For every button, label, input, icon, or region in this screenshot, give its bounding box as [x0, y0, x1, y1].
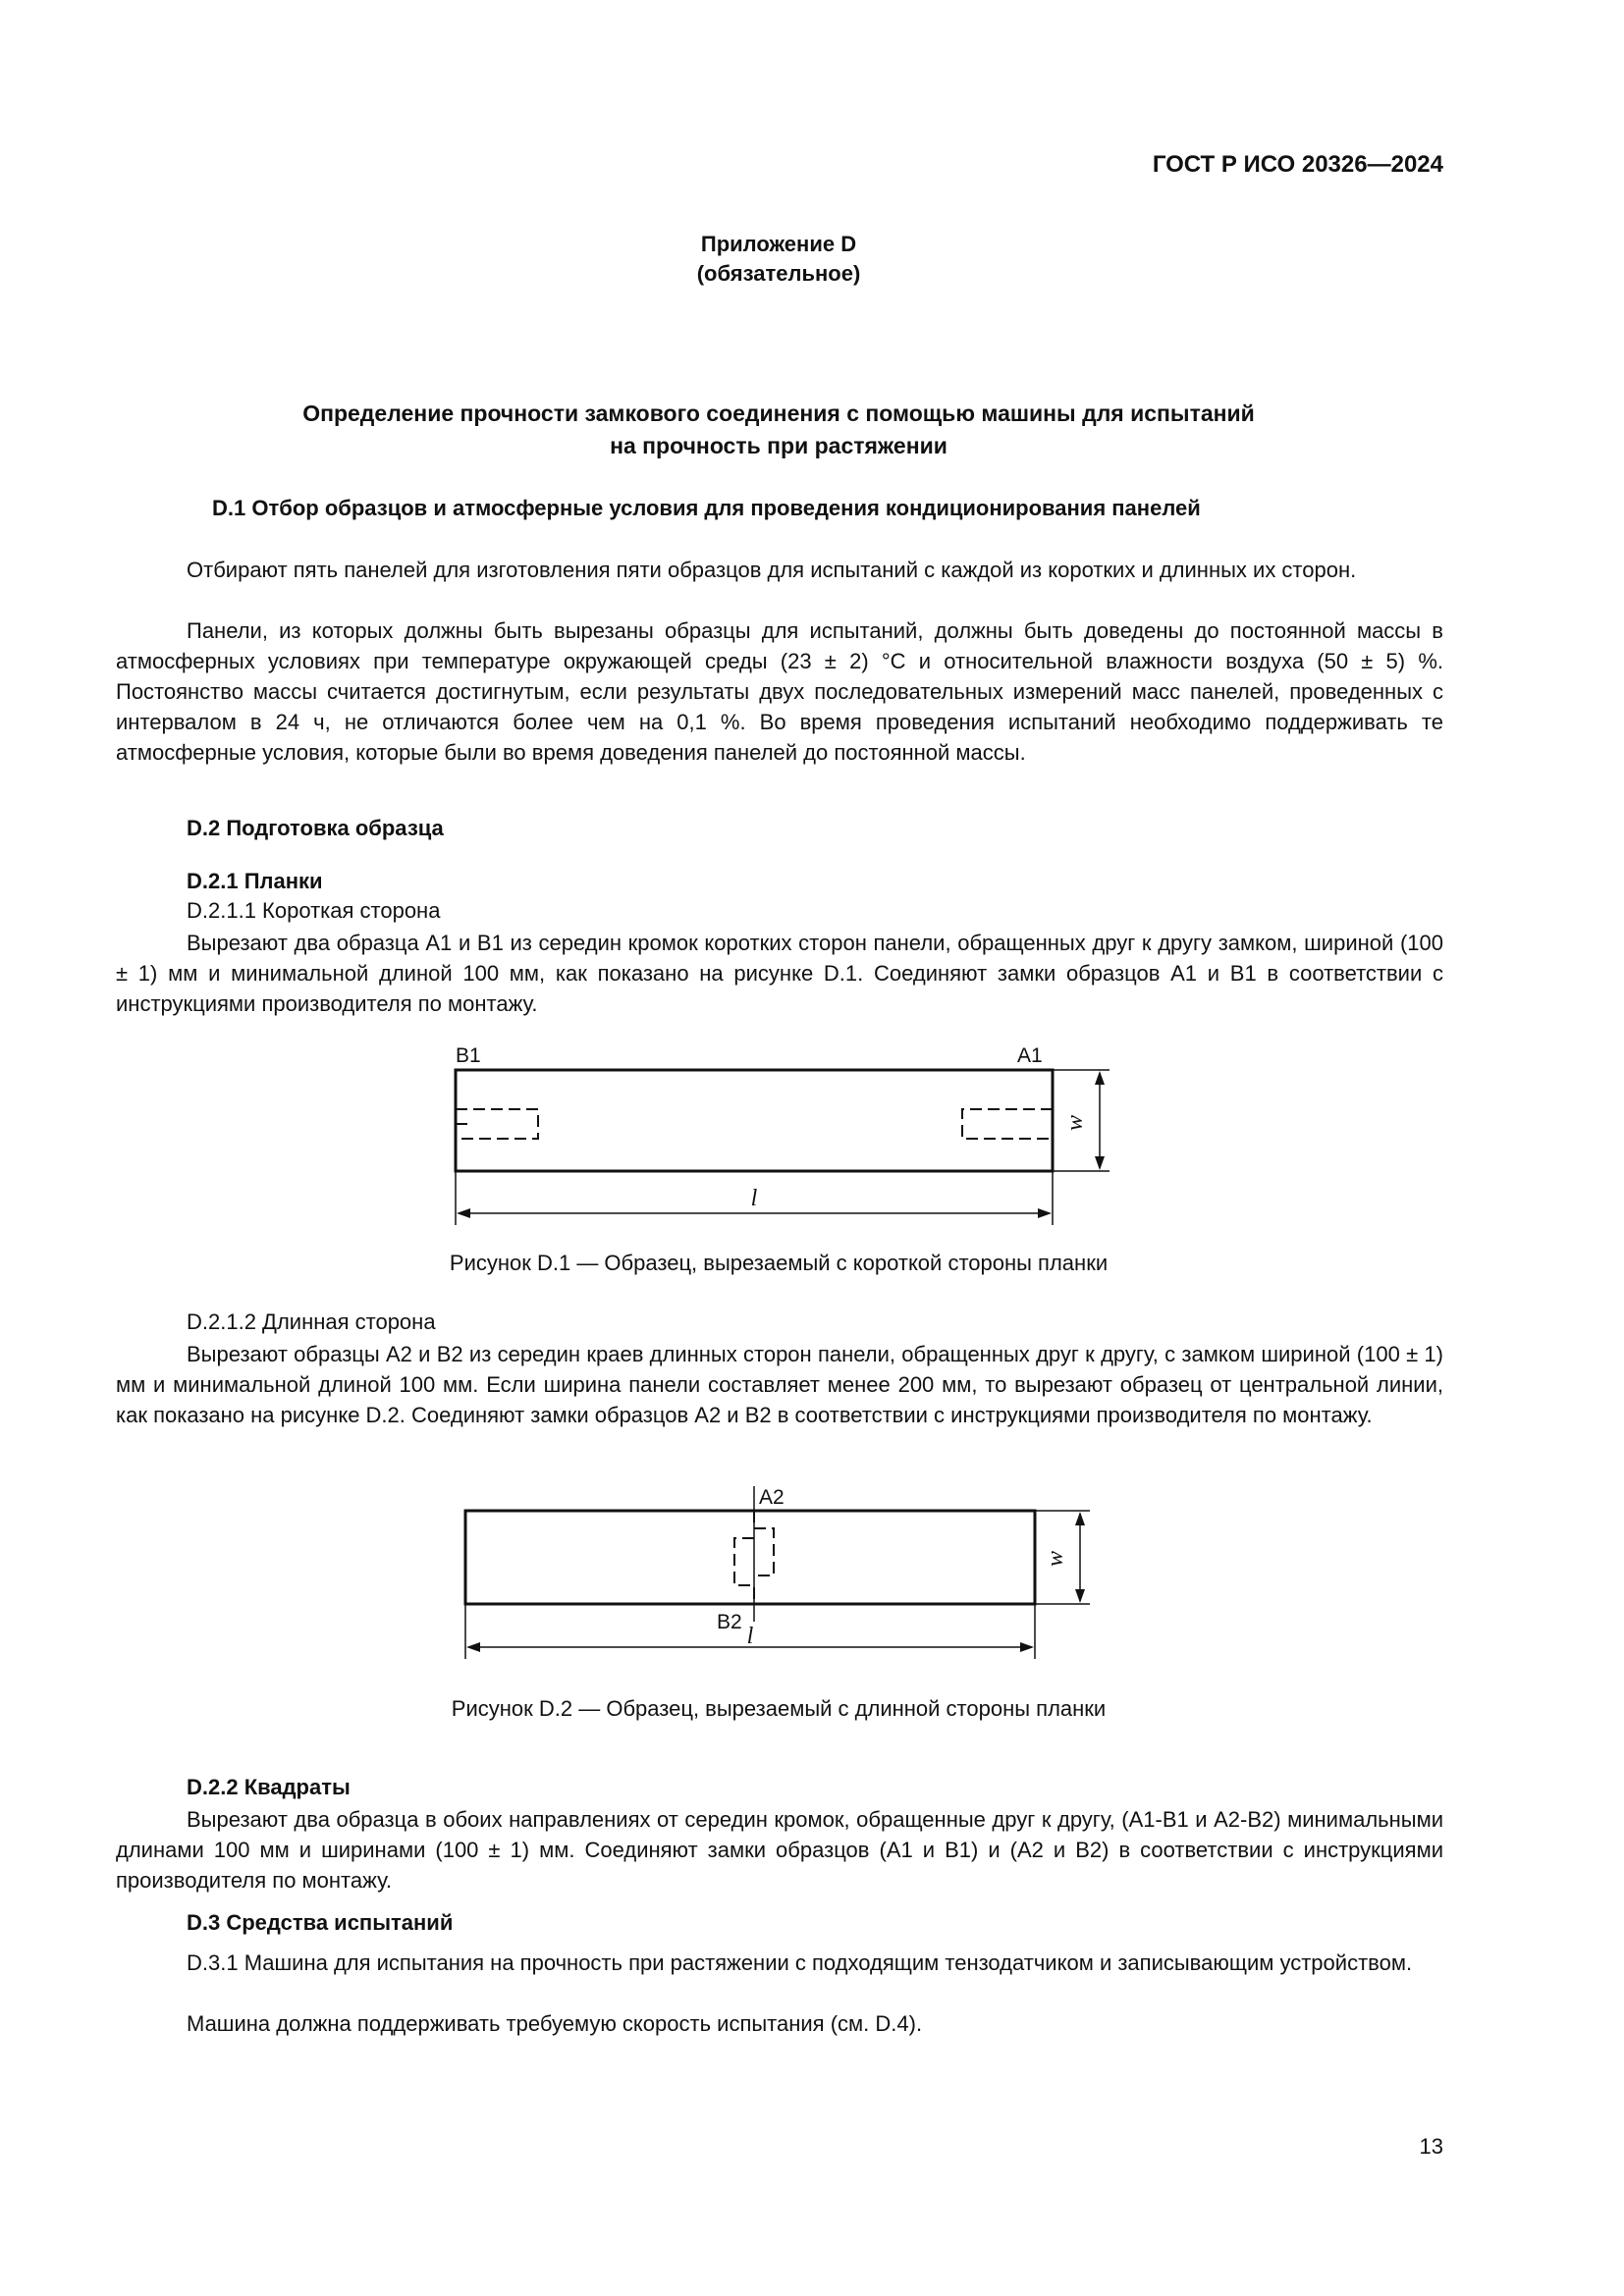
d211-paragraph: Вырезают два образца A1 и B1 из середин кромок коротких сторон панели, обращенных друг к другу замком, шириной (100 ± 1) мм и минимальной длиной 100 мм, как показано на рисунке D.1. Соединяют замки образцов A1 и B1 в соответствии с инструкциями производителя по монтажу.: [116, 931, 1443, 1016]
d3-paragraph-2: Машина должна поддерживать требуемую скорость испытания (см. D.4).: [187, 2011, 923, 2036]
fig2-label-w: w: [1043, 1550, 1068, 1568]
figure-d1-caption: Рисунок D.1 — Образец, вырезаемый с короткой стороны планки: [449, 1251, 1109, 1275]
d22-paragraph: Вырезают два образца в обоих направлениях от середин кромок, обращенные друг к другу, (A1-B1 и A2-B2) минимальными длинами 100 мм и ширинами (100 ± 1) мм. Соединяют замки образцов (A1 и B1) и (A2 и B2) в соответствии с инструкциями производителя по монтажу.: [116, 1807, 1443, 1893]
fig1-w-arrow-top: [1095, 1071, 1105, 1085]
fig2-l-arrow-right: [1020, 1642, 1034, 1652]
fig2-l-arrow-left: [466, 1642, 480, 1652]
page-number: 13: [1419, 2134, 1443, 2159]
fig1-l-arrow-right: [1038, 1208, 1052, 1218]
fig2-w-arrow-top: [1075, 1512, 1085, 1525]
fig1-left-lock-dashed: [456, 1109, 538, 1139]
main-title-line2: на прочность при растяжении: [610, 433, 947, 458]
section-heading-d3: D.3 Средства испытаний: [187, 1910, 454, 1935]
d1-paragraph-1: Отбирают пять панелей для изготовления пяти образцов для испытаний с каждой из коротких и длинных их сторон.: [187, 558, 1357, 582]
fig2-lower-lock-dashed: [734, 1538, 754, 1604]
d1-paragraph-2: Панели, из которых должны быть вырезаны образцы для испытаний, должны быть доведены до постоянной массы в атмосферных условиях при температуре окружающей среды (23 ± 2) °C и относительной влажности воздуха (50 ± 5) %. Постоянство массы считается достигнутым, если результаты двух последовательных измерений масс панелей, проведенных с интервалом в 24 ч, не отличаются более чем на 0,1 %. Во время проведения испытаний необходимо поддерживать те атмосферные условия, которые были во время доведения панелей до постоянной массы.: [116, 618, 1443, 765]
subsection-heading-d22: D.2.2 Квадраты: [187, 1775, 351, 1799]
d3-paragraph-1: D.3.1 Машина для испытания на прочность при растяжении с подходящим тензодатчиком и записывающим устройством.: [187, 1950, 1413, 1975]
fig1-label-b1: B1: [456, 1044, 481, 1067]
fig2-upper-lock-dashed: [754, 1511, 774, 1575]
subsection-heading-d21: D.2.1 Планки: [187, 869, 323, 893]
fig2-label-l: l: [746, 1624, 754, 1649]
section-heading-d2: D.2 Подготовка образца: [187, 816, 444, 840]
fig2-specimen-rect: [465, 1511, 1035, 1604]
figure-d2-diagram: [452, 1474, 1119, 1671]
annex-title: Приложение D: [700, 232, 857, 256]
section-heading-d1: D.1 Отбор образцов и атмосферные условия для проведения кондиционирования панелей: [212, 496, 1201, 520]
figure-d2-caption: Рисунок D.2 — Образец, вырезаемый с длинной стороны планки: [451, 1696, 1107, 1721]
fig1-right-lock-dashed: [962, 1109, 1053, 1139]
fig1-label-a1: A1: [1017, 1044, 1043, 1067]
main-title-line1: Определение прочности замкового соединения с помощью машины для испытаний: [302, 400, 1255, 426]
fig2-label-b2: B2: [717, 1611, 742, 1633]
fig2-w-arrow-bottom: [1075, 1589, 1085, 1603]
fig1-w-arrow-bottom: [1095, 1156, 1105, 1170]
document-header-standard: ГОСТ Р ИСО 20326—2024: [1152, 151, 1443, 178]
d212-paragraph: Вырезают образцы A2 и B2 из середин краев длинных сторон панели, обращенных друг к другу, с замком шириной (100 ± 1) мм и минимальной длиной 100 мм. Если ширина панели составляет менее 200 мм, то вырезают образец от центральной линии, как показано на рисунке D.2. Соединяют замки образцов A2 и B2 в соответствии с инструкциями производителя по монтажу.: [116, 1342, 1443, 1427]
annex-status: (обязательное): [696, 261, 861, 286]
fig1-label-l: l: [750, 1186, 758, 1211]
subsection-heading-d212: D.2.1.2 Длинная сторона: [187, 1309, 436, 1334]
fig2-label-a2: A2: [759, 1486, 785, 1509]
fig1-l-arrow-left: [457, 1208, 470, 1218]
figure-d1-diagram: [432, 1041, 1139, 1237]
fig1-specimen-rect: [456, 1070, 1053, 1171]
fig1-label-w: w: [1062, 1114, 1088, 1132]
subsection-heading-d211: D.2.1.1 Короткая сторона: [187, 898, 441, 923]
